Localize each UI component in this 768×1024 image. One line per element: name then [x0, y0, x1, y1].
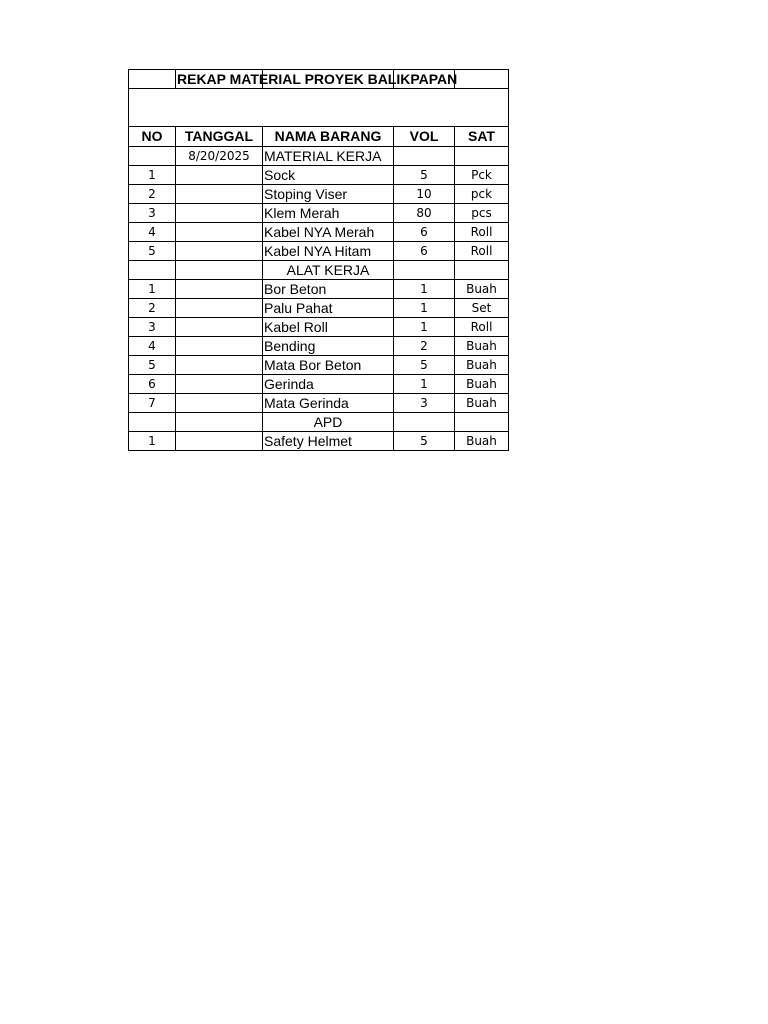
item-sat: Pck	[455, 166, 509, 185]
item-row	[129, 337, 509, 356]
category-no	[129, 147, 176, 166]
item-sat: Buah	[455, 280, 509, 299]
item-no: 5	[129, 356, 176, 375]
blank-cell	[129, 89, 509, 127]
category-tanggal	[176, 261, 263, 280]
item-row	[129, 166, 509, 185]
item-vol: 6	[394, 223, 455, 242]
table-title: REKAP MATERIAL PROYEK BALIKPAPAN	[177, 71, 458, 87]
item-sat: Roll	[455, 318, 509, 337]
item-tanggal	[176, 318, 263, 337]
item-tanggal	[176, 394, 263, 413]
item-nama-barang: Safety Helmet	[263, 432, 394, 451]
category-sat	[455, 147, 509, 166]
item-no: 6	[129, 375, 176, 394]
item-nama-barang: Palu Pahat	[263, 299, 394, 318]
item-tanggal	[176, 432, 263, 451]
category-sat	[455, 413, 509, 432]
item-tanggal	[176, 204, 263, 223]
header-no: NO	[129, 127, 176, 147]
item-nama-barang: Stoping Viser	[263, 185, 394, 204]
item-vol: 10	[394, 185, 455, 204]
item-row	[129, 185, 509, 204]
category-no	[129, 413, 176, 432]
item-nama-barang: Kabel Roll	[263, 318, 394, 337]
item-row	[129, 394, 509, 413]
item-sat: pcs	[455, 204, 509, 223]
item-tanggal	[176, 356, 263, 375]
item-sat: Roll	[455, 242, 509, 261]
category-tanggal	[176, 413, 263, 432]
item-sat: Set	[455, 299, 509, 318]
item-tanggal	[176, 223, 263, 242]
item-row	[129, 280, 509, 299]
header-tanggal: TANGGAL	[176, 127, 263, 147]
item-no: 3	[129, 318, 176, 337]
item-no: 2	[129, 299, 176, 318]
title-cell-e	[455, 70, 509, 89]
title-cell-a	[129, 70, 176, 89]
item-no: 4	[129, 223, 176, 242]
item-tanggal	[176, 375, 263, 394]
category-vol	[394, 261, 455, 280]
category-no	[129, 261, 176, 280]
category-tanggal: 8/20/2025	[176, 147, 263, 166]
item-vol: 1	[394, 280, 455, 299]
item-no: 2	[129, 185, 176, 204]
item-no: 1	[129, 432, 176, 451]
item-nama-barang: Mata Bor Beton	[263, 356, 394, 375]
item-tanggal	[176, 166, 263, 185]
item-nama-barang: Sock	[263, 166, 394, 185]
item-vol: 6	[394, 242, 455, 261]
item-sat: Buah	[455, 432, 509, 451]
item-nama-barang: Mata Gerinda	[263, 394, 394, 413]
title-row	[129, 70, 509, 89]
item-no: 7	[129, 394, 176, 413]
item-row	[129, 204, 509, 223]
item-row	[129, 432, 509, 451]
item-sat: Buah	[455, 337, 509, 356]
item-sat: pck	[455, 185, 509, 204]
category-sat	[455, 261, 509, 280]
item-no: 3	[129, 204, 176, 223]
item-no: 4	[129, 337, 176, 356]
header-sat: SAT	[455, 127, 509, 147]
item-row	[129, 242, 509, 261]
item-tanggal	[176, 185, 263, 204]
item-nama-barang: Gerinda	[263, 375, 394, 394]
item-vol: 1	[394, 299, 455, 318]
item-nama-barang: Kabel NYA Merah	[263, 223, 394, 242]
item-tanggal	[176, 337, 263, 356]
item-sat: Roll	[455, 223, 509, 242]
item-vol: 2	[394, 337, 455, 356]
item-vol: 1	[394, 375, 455, 394]
item-tanggal	[176, 280, 263, 299]
item-row	[129, 375, 509, 394]
header-vol: VOL	[394, 127, 455, 147]
material-recap-table	[128, 69, 509, 451]
category-label: MATERIAL KERJA	[263, 147, 394, 166]
item-nama-barang: Kabel NYA Hitam	[263, 242, 394, 261]
item-row	[129, 299, 509, 318]
item-vol: 5	[394, 356, 455, 375]
item-nama-barang: Klem Merah	[263, 204, 394, 223]
item-nama-barang: Bending	[263, 337, 394, 356]
item-vol: 1	[394, 318, 455, 337]
category-vol	[394, 147, 455, 166]
item-row	[129, 318, 509, 337]
title-cell	[176, 70, 458, 89]
category-label: ALAT KERJA	[263, 261, 394, 280]
item-sat: Buah	[455, 394, 509, 413]
header-row	[129, 127, 509, 147]
item-no: 1	[129, 280, 176, 299]
item-vol: 5	[394, 432, 455, 451]
item-no: 1	[129, 166, 176, 185]
item-vol: 5	[394, 166, 455, 185]
item-vol: 3	[394, 394, 455, 413]
item-no: 5	[129, 242, 176, 261]
category-vol	[394, 413, 455, 432]
item-row	[129, 223, 509, 242]
item-nama-barang: Bor Beton	[263, 280, 394, 299]
header-nama-barang: NAMA BARANG	[263, 127, 394, 147]
blank-row	[129, 89, 509, 127]
category-row	[129, 261, 509, 280]
category-label: APD	[263, 413, 394, 432]
spreadsheet-page	[128, 69, 508, 451]
item-tanggal	[176, 299, 263, 318]
item-sat: Buah	[455, 356, 509, 375]
item-row	[129, 356, 509, 375]
item-sat: Buah	[455, 375, 509, 394]
item-tanggal	[176, 242, 263, 261]
item-vol: 80	[394, 204, 455, 223]
category-row	[129, 147, 509, 166]
category-row	[129, 413, 509, 432]
